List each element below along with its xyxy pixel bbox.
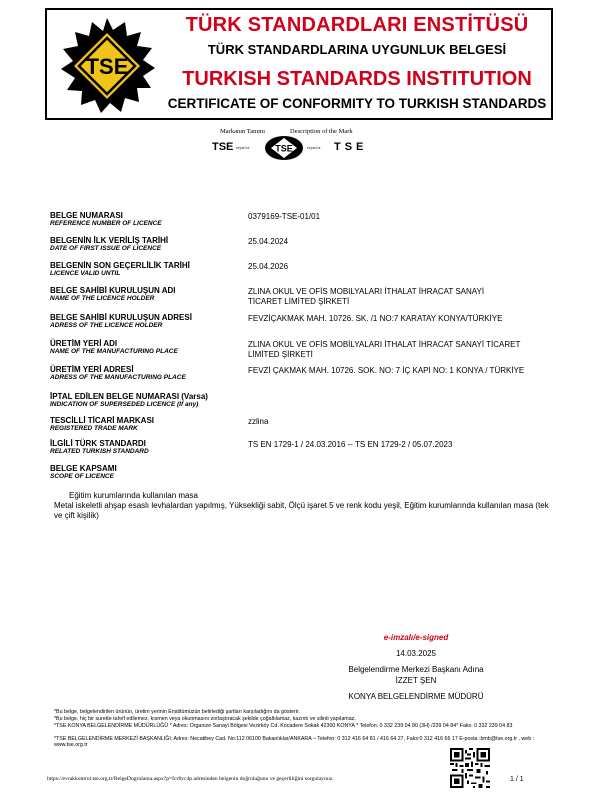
field-label-en: NAME OF THE MANUFACTURING PLACE xyxy=(50,348,178,355)
field-label-tr: TESCİLLİ TİCARİ MARKASI xyxy=(50,416,154,425)
field-label-en: REFERENCE NUMBER OF LICENCE xyxy=(50,220,162,227)
mark-text-left: TSE xyxy=(212,141,234,153)
field-label-en: RELATED TURKISH STANDARD xyxy=(50,448,149,455)
on-behalf-text: Belgelendirme Merkezi Başkanı Adına xyxy=(348,665,484,674)
tse-mark-text: TSE xyxy=(275,143,293,154)
footnote-4: *TSE BELGELENDİRME MERKEZİ BAŞKANLIĞI; Adres: Necatibey Cad. No:112 06100 Bakanlıklar/ANKARA – Telefon: 0 312 416 64 81 / 416 64 27, Faks:0 312 416 66 17 E-posta :bmb@tse.org.tr , web : www.tse.org.tr xyxy=(54,736,535,749)
mark-label-en: Description of the Mark xyxy=(290,128,353,135)
title-tr: TÜRK STANDARDLARI ENSTİTÜSÜ xyxy=(185,14,529,36)
mark-description xyxy=(212,128,372,162)
field-label-en: SCOPE OF LICENCE xyxy=(50,473,114,480)
field-label-en: ADRESS OF THE MANUFACTURING PLACE xyxy=(50,374,186,381)
subtitle-en: CERTIFICATE OF CONFORMITY TO TURKISH STANDARDS xyxy=(167,96,547,111)
scope-description: Metal iskeletli ahşap esaslı levhalardan yapılmış, Yüksekliği sabit, Ölçü işaret 5 ve renk kodu yeşil, Eğitim kurumlarında kullanılan masa (tek ve çift kişilik) xyxy=(54,501,549,520)
field-label-tr: İLGİLİ TÜRK STANDARDI xyxy=(50,439,146,448)
mark-text-right: TSE xyxy=(334,141,368,153)
field-value: zzlina xyxy=(248,417,269,426)
field-value: ZLINA OKUL VE OFİS MOBILYALARI İTHALAT İHRACAT SANAYİ TİCARET LİMİTED ŞİRKETİ xyxy=(248,287,485,306)
certificate-header xyxy=(45,8,553,120)
field-label-tr: BELGENİN İLK VERİLİŞ TARİHİ xyxy=(50,236,169,245)
footnote-3: *TSE KONYA BELGELENDİRME MÜDÜRLÜĞÜ * Adres: Organize Sanayi Bölgesi Vezirköy Cd. Kocadere Sokak 42300 KONYA * Telefon: 0 332 239 04 80 (3H) /239 04 84* Faks: 0 332 239 04 83 xyxy=(54,723,513,729)
tse-mark-icon xyxy=(264,135,304,161)
mark-veya-right: veya/or xyxy=(307,145,321,150)
footnote-1: *Bu belge, belgelendirilen ürünün, üretim yerinin Enstitümüzün belirlediği şartları karşıladığını da gösterir. xyxy=(54,709,300,715)
subtitle-tr: TÜRK STANDARDLARINA UYGUNLUK BELGESİ xyxy=(207,42,507,57)
field-label-tr: BELGE NUMARASI xyxy=(50,211,123,220)
field-label-tr: BELGE SAHİBİ KURULUŞUN ADI xyxy=(50,286,176,295)
field-label-tr: BELGENİN SON GEÇERLİLİK TARİHİ xyxy=(50,261,190,270)
field-label-tr: ÜRETİM YERİ ADRESİ xyxy=(50,365,134,374)
tse-logo-icon xyxy=(57,16,157,116)
signatory-name: İZZET ŞEN xyxy=(395,676,437,685)
field-label-en: INDICATION OF SUPERSEDED LICENCE (If any) xyxy=(50,401,199,408)
field-label-en: DATE OF FIRST ISSUE OF LICENCE xyxy=(50,245,162,252)
qr-code-icon xyxy=(450,748,490,788)
title-en: TURKISH STANDARDS INSTITUTION xyxy=(182,68,532,90)
field-label-en: ADRESS OF THE LICENCE HOLDER xyxy=(50,322,163,329)
scope-title: Eğitim kurumlarında kullanılan masa xyxy=(69,491,198,500)
field-value: FEVZİÇAKMAK MAH. 10726. SK. /1 NO:7 KARATAY KONYA/TÜRKİYE xyxy=(248,314,503,323)
field-label-tr: İPTAL EDİLEN BELGE NUMARASI (Varsa) xyxy=(50,392,208,401)
sign-date: 14.03.2025 xyxy=(395,649,437,658)
mark-veya-left: veya/or xyxy=(236,145,250,150)
esigned-label: e-imzalı/e-signed xyxy=(383,633,449,642)
field-value: 25.04.2024 xyxy=(248,237,289,246)
field-value: 25.04.2026 xyxy=(248,262,289,271)
signatory-office: KONYA BELGELENDİRME MÜDÜRÜ xyxy=(348,692,484,701)
field-label-en: NAME OF THE LICENCE HOLDER xyxy=(50,295,155,302)
mark-label-tr: Markanın Tanımı xyxy=(220,128,266,135)
field-value: ZLINA OKUL VE OFİS MOBİLYALARI İTHALAT İHRACAT SANAYİ TİCARET LİMİTED ŞİRKETİ xyxy=(248,340,521,359)
verification-url[interactable]: https://evrakkontrol.tse.org.tr/BelgeDogrulama.aspx?p=fcr8yc4p adresinden belgenin doğruluğunu ve geçerliliğini sorgulayınız. xyxy=(47,776,334,782)
page-indicator: 1 / 1 xyxy=(510,776,524,783)
field-value: 0379169-TSE-01/01 xyxy=(248,212,321,221)
footnote-2: *Bu belge, hiç bir surette tahrif edilemez, kısmen veya okunmasını zorlaştıracak şekilde çoğaltılamaz, kazıntı ve silinti yapılamaz. xyxy=(54,716,356,722)
field-label-tr: BELGE KAPSAMI xyxy=(50,464,117,473)
field-value: FEVZİ ÇAKMAK MAH. 10726. SOK. NO: 7 İÇ KAPI NO: 1 KONYA / TÜRKİYE xyxy=(248,366,525,375)
field-value: TS EN 1729-1 / 24.03.2016 -- TS EN 1729-2 / 05.07.2023 xyxy=(248,440,453,449)
field-label-tr: BELGE SAHİBİ KURULUŞUN ADRESİ xyxy=(50,313,192,322)
field-label-tr: ÜRETİM YERİ ADI xyxy=(50,339,118,348)
tse-logo-text: TSE xyxy=(85,54,129,79)
field-label-en: REGISTERED TRADE MARK xyxy=(50,425,138,432)
field-label-en: LICENCE VALID UNTIL xyxy=(50,270,121,277)
